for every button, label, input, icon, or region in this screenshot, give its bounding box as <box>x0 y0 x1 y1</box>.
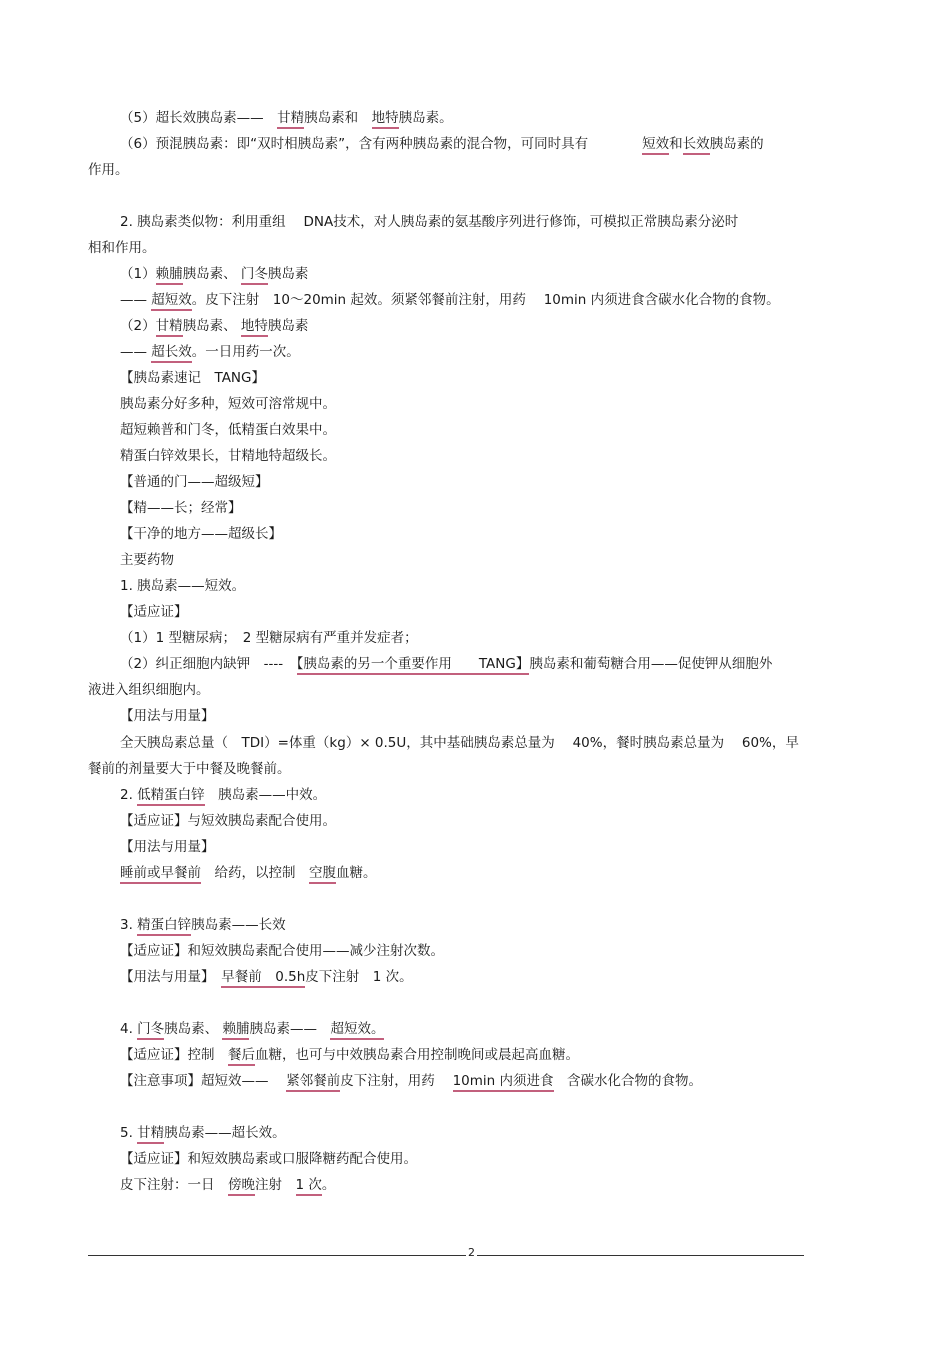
underlined-keyword: 短效 <box>642 136 669 155</box>
text-line <box>88 681 210 699</box>
text-segment: 。 <box>321 1177 336 1193</box>
underlined-keyword: 紧邻餐前 <box>286 1073 340 1092</box>
underlined-keyword: 赖脯 <box>222 1021 249 1040</box>
text-line <box>120 1176 335 1194</box>
text-segment: 血糖，也可与中效胰岛素合用控制晚间或晨起高血糖。 <box>255 1047 579 1063</box>
text-line <box>120 734 799 752</box>
text-segment: （2） <box>120 318 156 334</box>
text-line <box>120 1046 579 1064</box>
text-line <box>120 369 265 387</box>
text-segment: 3. <box>120 917 138 933</box>
underlined-keyword: 长效 <box>683 136 710 155</box>
text-segment: —— <box>120 292 152 308</box>
text-segment: 相和作用。 <box>88 240 156 256</box>
text-line <box>120 812 336 830</box>
text-line <box>120 473 269 491</box>
text-line <box>120 786 326 804</box>
underlined-keyword: 门冬 <box>137 1021 164 1040</box>
text-segment: 【用法与用量】 <box>120 839 215 855</box>
text-segment: 【精——长；经常】 <box>120 500 242 516</box>
text-segment: 。皮下注射 10～20min 起效。须紧邻餐前注射，用药 10min 内须进食含碳水化合物的食物。 <box>191 292 780 308</box>
text-segment: 胰岛素和 <box>304 110 372 126</box>
text-segment: （6）预混胰岛素：即“双时相胰岛素”，含有两种胰岛素的混合物，可同时具有 <box>120 136 643 152</box>
underlined-keyword: 空腹 <box>309 865 336 884</box>
text-segment: 【用法与用量】 <box>120 969 222 985</box>
text-segment: 【适应证】和短效胰岛素配合使用——减少注射次数。 <box>120 943 444 959</box>
text-line <box>120 265 308 283</box>
text-segment: 注射 <box>255 1177 296 1193</box>
text-segment: 2. <box>120 787 138 803</box>
text-segment: 超短赖普和门冬，低精蛋白效果中。 <box>120 422 336 438</box>
underlined-keyword: 地特 <box>241 318 268 337</box>
underlined-keyword: 睡前或早餐前 <box>120 865 201 884</box>
text-line <box>120 603 188 621</box>
text-segment: 血糖。 <box>336 865 377 881</box>
text-segment: 精蛋白锌效果长，甘精地特超级长。 <box>120 448 336 464</box>
text-line <box>120 395 336 413</box>
text-segment: 液进入组织细胞内。 <box>88 682 210 698</box>
underlined-keyword: 10min 内须进食 <box>453 1073 554 1092</box>
text-line <box>120 629 418 647</box>
text-segment: 【适应证】控制 <box>120 1047 228 1063</box>
text-segment: 胰岛素——超长效。 <box>164 1125 286 1141</box>
text-segment: 【胰岛素速记 TANG】 <box>120 370 265 386</box>
text-line <box>88 239 156 257</box>
text-segment: 作用。 <box>88 162 129 178</box>
underlined-keyword: 甘精 <box>277 110 304 129</box>
text-segment: 【注意事项】超短效—— <box>120 1073 287 1089</box>
text-line <box>120 916 286 934</box>
underlined-keyword: 超短效 <box>151 292 192 311</box>
underlined-keyword: 1 次 <box>296 1177 322 1196</box>
text-line <box>88 760 291 778</box>
text-segment: 餐前的剂量要大于中餐及晚餐前。 <box>88 761 291 777</box>
text-segment: （2）纠正细胞内缺钾 ---- <box>120 656 297 672</box>
text-segment: 胰岛素——中效。 <box>204 787 327 803</box>
text-segment: （1）1 型糖尿病； 2 型糖尿病有严重并发症者； <box>120 630 418 646</box>
text-segment: 【适应证】和短效胰岛素或口服降糖药配合使用。 <box>120 1151 417 1167</box>
text-line <box>120 447 336 465</box>
text-segment: 给药，以控制 <box>201 865 309 881</box>
text-segment: 胰岛素—— <box>249 1021 331 1037</box>
text-segment: 。一日用药一次。 <box>191 344 300 360</box>
text-line <box>120 1150 417 1168</box>
text-segment: 含碳水化合物的食物。 <box>553 1073 703 1089</box>
text-line <box>120 421 336 439</box>
text-segment: 【用法与用量】 <box>120 708 215 724</box>
text-line <box>120 135 764 153</box>
underlined-keyword: 【胰岛素的另一个重要作用 TANG】 <box>297 656 530 675</box>
text-line <box>120 343 300 361</box>
underlined-keyword: 精蛋白锌 <box>137 917 191 936</box>
underlined-keyword: 甘精 <box>156 318 183 337</box>
text-segment: 2. 胰岛素类似物：利用重组 DNA技术，对人胰岛素的氨基酸序列进行修饰，可模拟正常胰岛素分泌时 <box>120 214 739 230</box>
text-line <box>120 838 215 856</box>
text-segment: 主要药物 <box>120 552 174 568</box>
underlined-keyword: 门冬 <box>241 266 268 285</box>
text-line <box>120 499 242 517</box>
text-segment: 胰岛素 <box>267 318 309 334</box>
text-line <box>120 1020 384 1038</box>
text-segment: 胰岛素、 <box>182 318 241 334</box>
text-segment: 【干净的地方——超级长】 <box>120 526 282 542</box>
text-line <box>120 213 738 231</box>
underlined-keyword: 低精蛋白锌 <box>137 787 205 806</box>
text-line <box>120 291 780 309</box>
text-segment: 1. 胰岛素——短效。 <box>120 578 246 594</box>
underlined-keyword: 早餐前 0.5h <box>221 969 305 988</box>
text-line <box>120 655 772 673</box>
text-segment: 胰岛素的 <box>709 136 764 152</box>
text-line <box>120 1124 286 1142</box>
text-segment: 胰岛素、 <box>182 266 241 282</box>
text-segment: 皮下注射，用药 <box>340 1073 453 1089</box>
text-segment: 皮下注射：一日 <box>120 1177 228 1193</box>
text-segment: 胰岛素分好多种，短效可溶常规中。 <box>120 396 336 412</box>
text-line <box>120 1072 702 1090</box>
text-segment: 【适应证】 <box>120 604 188 620</box>
text-segment: 5. <box>120 1125 138 1141</box>
text-segment: 全天胰岛素总量（ TDI）=体重（kg）× 0.5U，其中基础胰岛素总量为 40%，餐时胰岛素总量为 60%，早 <box>120 735 799 751</box>
text-line <box>120 968 413 986</box>
text-segment: 胰岛素、 <box>164 1021 223 1037</box>
underlined-keyword: 餐后 <box>228 1047 255 1066</box>
text-line <box>120 317 308 335</box>
text-line <box>120 864 377 882</box>
text-segment: —— <box>120 344 152 360</box>
text-line <box>88 161 129 179</box>
underlined-keyword: 地特 <box>372 110 399 129</box>
text-segment: 4. <box>120 1021 138 1037</box>
page-number: 2 <box>468 1246 475 1259</box>
text-segment: （5）超长效胰岛素—— <box>120 110 278 126</box>
text-segment: 【适应证】与短效胰岛素配合使用。 <box>120 813 336 829</box>
text-segment: 皮下注射 1 次。 <box>305 969 413 985</box>
text-line <box>120 525 282 543</box>
underlined-keyword: 赖脯 <box>156 266 183 285</box>
text-segment: 胰岛素和葡萄糖合用——促使钾从细胞外 <box>529 656 773 672</box>
text-segment: 胰岛素——长效 <box>191 917 286 933</box>
underlined-keyword: 傍晚 <box>228 1177 255 1196</box>
text-line <box>120 707 215 725</box>
text-segment: 胰岛素 <box>267 266 309 282</box>
text-segment: （1） <box>120 266 156 282</box>
text-segment: 和 <box>669 136 683 152</box>
text-segment: 胰岛素。 <box>398 110 453 126</box>
text-segment: 【普通的门——超级短】 <box>120 474 269 490</box>
underlined-keyword: 甘精 <box>137 1125 164 1144</box>
text-line <box>120 109 453 127</box>
underlined-keyword: 超短效。 <box>330 1021 384 1040</box>
text-line <box>120 551 174 569</box>
underlined-keyword: 超长效 <box>151 344 192 363</box>
text-line <box>120 577 245 595</box>
text-line <box>120 942 444 960</box>
footer-rule <box>88 1255 804 1256</box>
